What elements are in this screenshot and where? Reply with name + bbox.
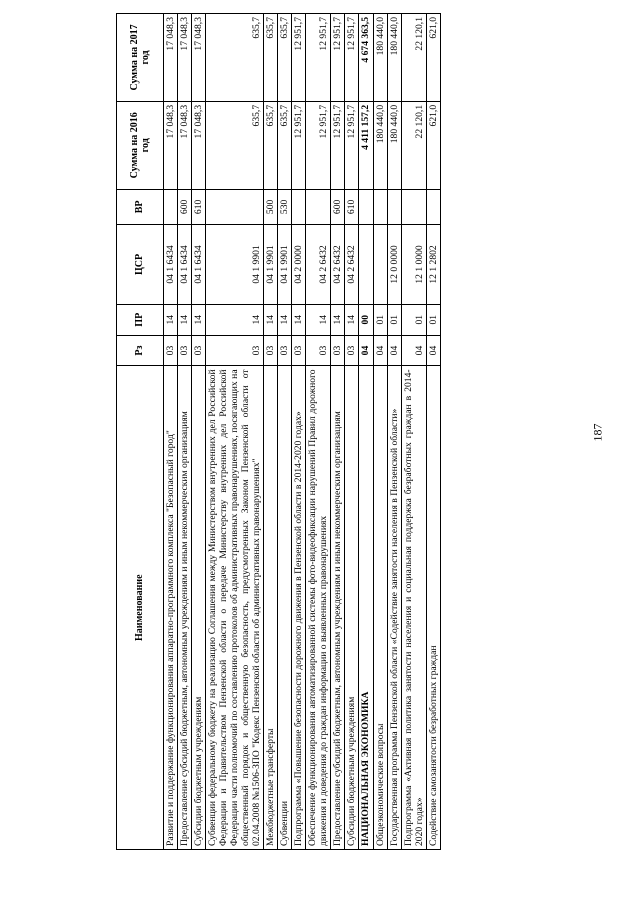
row-sum-2016: 180 440,0 <box>387 101 401 189</box>
row-sum-2016: 635,7 <box>278 101 292 189</box>
table-row <box>387 14 401 850</box>
row-vr <box>359 189 373 224</box>
header-sum-2017: Сумма на 2017 год <box>117 14 164 102</box>
table-row <box>292 14 306 850</box>
row-sum-2017: 635,7 <box>264 14 278 102</box>
row-name: Предоставление субсидий бюджетным, автономным учреждениям и иным некоммерческим организациям <box>178 366 192 850</box>
row-csr: 12 1 0000 <box>401 225 426 305</box>
row-csr: 04 2 6432 <box>306 225 331 305</box>
row-rz: 03 <box>292 335 306 366</box>
row-pr: 14 <box>192 304 206 335</box>
row-pr: 14 <box>292 304 306 335</box>
table-row <box>373 14 387 850</box>
header-sum-2016: Сумма на 2016 год <box>117 101 164 189</box>
row-rz: 03 <box>264 335 278 366</box>
row-csr: 04 1 6434 <box>178 225 192 305</box>
row-name: Подпрограмма «Повышение безопасности дорожного движения в Пензенской области в 2014-2020 годах» <box>292 366 306 850</box>
row-sum-2016: 22 120,1 <box>401 101 426 189</box>
row-pr: 14 <box>306 304 331 335</box>
row-name: Субсидии бюджетным учреждениям <box>192 366 206 850</box>
table-row <box>426 14 440 850</box>
header-csr: ЦСР <box>117 225 164 305</box>
row-name: Развитие и поддержание функционирования аппаратно-программного комплекса "Безопасный город" <box>164 366 178 850</box>
row-pr: 14 <box>331 304 345 335</box>
row-pr: 14 <box>264 304 278 335</box>
row-vr: 530 <box>278 189 292 224</box>
row-rz: 04 <box>401 335 426 366</box>
row-csr: 04 2 6432 <box>345 225 359 305</box>
row-pr: 01 <box>401 304 426 335</box>
row-name: Субсидии бюджетным учреждениям <box>345 366 359 850</box>
row-pr: 01 <box>387 304 401 335</box>
row-sum-2017: 12 951,7 <box>345 14 359 102</box>
row-csr: 04 1 9901 <box>206 225 264 305</box>
row-sum-2017: 4 674 363,5 <box>359 14 373 102</box>
row-sum-2017: 635,7 <box>206 14 264 102</box>
table-body <box>164 14 441 850</box>
row-sum-2017: 12 951,7 <box>306 14 331 102</box>
table-row <box>278 14 292 850</box>
table-row <box>359 14 373 850</box>
row-rz: 03 <box>345 335 359 366</box>
row-name: Предоставление субсидий бюджетным, автономным учреждениям и иным некоммерческим организациям <box>331 366 345 850</box>
row-sum-2016: 621,0 <box>426 101 440 189</box>
row-vr: 610 <box>192 189 206 224</box>
table-row <box>306 14 331 850</box>
row-sum-2016: 635,7 <box>206 101 264 189</box>
row-name: НАЦИОНАЛЬНАЯ ЭКОНОМИКА <box>359 366 373 850</box>
table-row <box>206 14 264 850</box>
row-vr: 600 <box>178 189 192 224</box>
row-sum-2017: 180 440,0 <box>387 14 401 102</box>
row-sum-2017: 12 951,7 <box>292 14 306 102</box>
row-sum-2016: 17 048,3 <box>192 101 206 189</box>
row-sum-2017: 180 440,0 <box>373 14 387 102</box>
row-vr <box>426 189 440 224</box>
row-name: Подпрограмма «Активная политика занятости населения и социальная поддержка безработных граждан в 2014-2020 годах» <box>401 366 426 850</box>
row-vr: 500 <box>264 189 278 224</box>
row-csr: 04 1 9901 <box>264 225 278 305</box>
table-row <box>192 14 206 850</box>
row-sum-2016: 17 048,3 <box>178 101 192 189</box>
row-name: Государственная программа Пензенской области «Содействие занятости населения в Пензенской области» <box>387 366 401 850</box>
row-sum-2016: 12 951,7 <box>345 101 359 189</box>
row-csr: 04 2 0000 <box>292 225 306 305</box>
row-vr <box>292 189 306 224</box>
row-vr <box>401 189 426 224</box>
row-pr: 14 <box>178 304 192 335</box>
row-sum-2017: 621,0 <box>426 14 440 102</box>
row-csr <box>359 225 373 305</box>
header-pr: ПР <box>117 304 164 335</box>
row-name: Общеэкономические вопросы <box>373 366 387 850</box>
row-vr <box>373 189 387 224</box>
row-rz: 03 <box>192 335 206 366</box>
row-pr: 14 <box>345 304 359 335</box>
row-vr <box>206 189 264 224</box>
header-rz: Рз <box>117 335 164 366</box>
row-pr: 14 <box>206 304 264 335</box>
row-pr: 01 <box>373 304 387 335</box>
row-name: Субвенции федеральному бюджету на реализацию Соглашения между Министерством внутренних дел Российской Федерации и Правительством Пензенской области о передаче Министерству внутренних дел Российской Федерации части полномочий по составлению протоколов об административных правонарушениях, посягающих на общественный порядок и общественную безопасность, предусмотренных Законом Пензенской области от 02.04.2008 №1506-ЗПО "Кодекс Пензенской области об административных правонарушениях" <box>206 366 264 850</box>
row-rz: 04 <box>359 335 373 366</box>
table-row <box>401 14 426 850</box>
row-vr <box>387 189 401 224</box>
rotated-table-wrapper <box>116 13 441 850</box>
row-name: Обеспечение функционирования автоматизированной системы фото-видеофиксации нарушений Правил дорожного движения и доведения до граждан информации о выявленных правонарушениях <box>306 366 331 850</box>
row-sum-2016: 180 440,0 <box>373 101 387 189</box>
row-name: Межбюджетные трансферты <box>264 366 278 850</box>
row-sum-2016: 4 411 157,2 <box>359 101 373 189</box>
table-row <box>331 14 345 850</box>
header-vr: ВР <box>117 189 164 224</box>
table-row <box>164 14 178 850</box>
row-sum-2017: 12 951,7 <box>331 14 345 102</box>
row-pr: 01 <box>426 304 440 335</box>
row-rz: 03 <box>164 335 178 366</box>
row-name: Субвенции <box>278 366 292 850</box>
table-row <box>264 14 278 850</box>
row-rz: 03 <box>178 335 192 366</box>
row-vr: 610 <box>345 189 359 224</box>
table-row <box>178 14 192 850</box>
row-sum-2017: 17 048,3 <box>164 14 178 102</box>
row-vr: 600 <box>331 189 345 224</box>
row-pr: 14 <box>278 304 292 335</box>
row-csr: 12 1 2802 <box>426 225 440 305</box>
header-name: Наименование <box>117 366 164 850</box>
row-csr: 04 1 9901 <box>278 225 292 305</box>
row-rz: 03 <box>331 335 345 366</box>
row-sum-2016: 17 048,3 <box>164 101 178 189</box>
row-sum-2016: 635,7 <box>264 101 278 189</box>
row-rz: 03 <box>278 335 292 366</box>
row-csr <box>373 225 387 305</box>
row-name: Содействие самозанятости безработных граждан <box>426 366 440 850</box>
row-rz: 04 <box>373 335 387 366</box>
row-rz: 03 <box>206 335 264 366</box>
row-pr: 14 <box>164 304 178 335</box>
row-pr: 00 <box>359 304 373 335</box>
page-number: 187 <box>590 423 605 442</box>
row-vr <box>306 189 331 224</box>
row-csr: 04 1 6434 <box>192 225 206 305</box>
row-sum-2016: 12 951,7 <box>292 101 306 189</box>
row-csr: 04 1 6434 <box>164 225 178 305</box>
row-csr: 12 0 0000 <box>387 225 401 305</box>
row-sum-2017: 17 048,3 <box>192 14 206 102</box>
table-header-row <box>117 14 164 850</box>
row-sum-2017: 17 048,3 <box>178 14 192 102</box>
row-sum-2017: 22 120,1 <box>401 14 426 102</box>
row-rz: 03 <box>306 335 331 366</box>
row-sum-2016: 12 951,7 <box>331 101 345 189</box>
row-rz: 04 <box>426 335 440 366</box>
row-rz: 04 <box>387 335 401 366</box>
row-sum-2016: 12 951,7 <box>306 101 331 189</box>
row-sum-2017: 635,7 <box>278 14 292 102</box>
row-vr <box>164 189 178 224</box>
budget-table <box>116 13 441 850</box>
row-csr: 04 2 6432 <box>331 225 345 305</box>
table-row <box>345 14 359 850</box>
